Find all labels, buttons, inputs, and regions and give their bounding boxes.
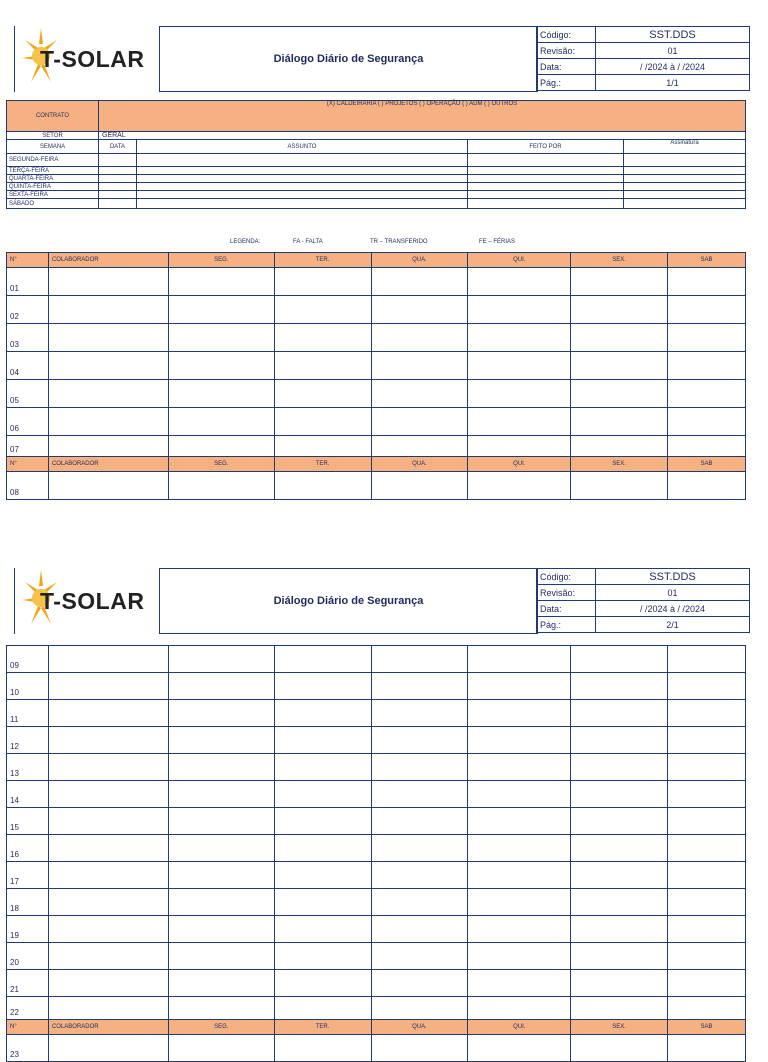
entry-cell[interactable] xyxy=(274,380,371,408)
entry-cell[interactable] xyxy=(168,268,274,296)
info-table xyxy=(6,100,746,209)
entry-cell[interactable] xyxy=(168,835,274,862)
row-number: 14 xyxy=(7,781,49,808)
col-ter: TER. xyxy=(274,253,371,268)
entry-cell[interactable] xyxy=(668,700,746,727)
entry-cell[interactable] xyxy=(668,324,746,352)
entry-cell[interactable] xyxy=(371,970,468,997)
codigo-label: Código: xyxy=(537,27,596,43)
entry-cell[interactable] xyxy=(571,997,668,1020)
col-sab: SAB xyxy=(668,457,746,472)
entry-cell[interactable] xyxy=(168,808,274,835)
table-row xyxy=(7,970,746,997)
table-row xyxy=(7,296,746,324)
entry-cell[interactable] xyxy=(274,997,371,1020)
row-number: 23 xyxy=(7,1035,49,1062)
contract-label: CONTRATO xyxy=(7,101,99,132)
table-row xyxy=(7,862,746,889)
legend-tr: TR – TRANSFERIDO xyxy=(370,239,428,245)
entry-cell[interactable] xyxy=(371,352,468,380)
entry-cell[interactable] xyxy=(371,943,468,970)
col-sab: SAB xyxy=(668,253,746,268)
col-seg: SEG. xyxy=(168,253,274,268)
row-number: 19 xyxy=(7,916,49,943)
entry-cell[interactable] xyxy=(571,808,668,835)
row-number: 15 xyxy=(7,808,49,835)
entry-cell[interactable] xyxy=(168,646,274,673)
entry-cell[interactable] xyxy=(371,808,468,835)
company-logo xyxy=(14,26,160,92)
entry-cell[interactable] xyxy=(468,970,571,997)
entry-cell[interactable] xyxy=(168,781,274,808)
entry-cell[interactable] xyxy=(668,727,746,754)
entry-cell[interactable] xyxy=(274,324,371,352)
entry-cell[interactable] xyxy=(274,835,371,862)
entry-cell[interactable] xyxy=(571,673,668,700)
entry-cell[interactable] xyxy=(371,296,468,324)
entry-cell[interactable] xyxy=(571,700,668,727)
entry-cell[interactable] xyxy=(571,862,668,889)
document-title: Diálogo Diário de Segurança xyxy=(159,568,538,634)
entry-cell[interactable] xyxy=(48,916,168,943)
entry-cell[interactable] xyxy=(168,862,274,889)
pag-label: Pág.: xyxy=(537,617,596,633)
entry-cell[interactable] xyxy=(668,436,746,457)
entry-cell[interactable] xyxy=(468,646,571,673)
row-number: 01 xyxy=(7,268,49,296)
table-row xyxy=(7,700,746,727)
entry-cell[interactable] xyxy=(571,268,668,296)
entry-cell[interactable] xyxy=(168,673,274,700)
row-number: 13 xyxy=(7,754,49,781)
entry-cell[interactable] xyxy=(468,352,571,380)
entry-cell[interactable] xyxy=(168,380,274,408)
entry-cell[interactable] xyxy=(168,1035,274,1062)
legend-label: LEGENDA: xyxy=(230,239,261,245)
entry-cell[interactable] xyxy=(668,997,746,1020)
row-number: 06 xyxy=(7,408,49,436)
entry-cell[interactable] xyxy=(571,889,668,916)
col-sab: SAB xyxy=(668,1020,746,1035)
entry-cell[interactable] xyxy=(48,268,168,296)
entry-cell[interactable] xyxy=(468,268,571,296)
entry-cell[interactable] xyxy=(168,916,274,943)
entry-cell[interactable] xyxy=(274,700,371,727)
entry-cell[interactable] xyxy=(468,700,571,727)
entry-cell[interactable] xyxy=(274,296,371,324)
entry-cell[interactable] xyxy=(468,324,571,352)
entry-cell[interactable] xyxy=(571,324,668,352)
codigo-value: SST.DDS xyxy=(596,569,750,585)
entry-cell[interactable] xyxy=(48,352,168,380)
row-number: 20 xyxy=(7,943,49,970)
entry-cell[interactable] xyxy=(48,646,168,673)
entry-cell[interactable] xyxy=(168,997,274,1020)
table-row xyxy=(7,754,746,781)
document-header xyxy=(14,26,748,92)
entry-cell[interactable] xyxy=(371,889,468,916)
entry-cell[interactable] xyxy=(468,916,571,943)
entry-cell[interactable] xyxy=(168,408,274,436)
row-number: 07 xyxy=(7,436,49,457)
data-label: Data: xyxy=(537,59,596,75)
row-number: 22 xyxy=(7,997,49,1020)
day-label: SÁBADO xyxy=(7,199,99,209)
entry-cell[interactable] xyxy=(48,700,168,727)
row-number: 08 xyxy=(7,472,49,500)
entry-cell[interactable] xyxy=(668,862,746,889)
entry-cell[interactable] xyxy=(571,472,668,500)
entry-cell[interactable] xyxy=(371,408,468,436)
table-row xyxy=(7,781,746,808)
entry-cell[interactable] xyxy=(48,1035,168,1062)
entry-cell[interactable] xyxy=(274,889,371,916)
entry-cell[interactable] xyxy=(168,943,274,970)
entry-cell[interactable] xyxy=(48,997,168,1020)
entry-cell[interactable] xyxy=(48,808,168,835)
semana-header: SEMANA xyxy=(7,140,99,154)
revisao-label: Revisão: xyxy=(537,43,596,59)
entry-cell[interactable] xyxy=(274,916,371,943)
entry-cell[interactable] xyxy=(668,646,746,673)
table-row xyxy=(7,997,746,1020)
pag-label: Pág.: xyxy=(537,75,596,91)
revisao-value: 01 xyxy=(596,43,750,59)
logo-text: T-SOLAR xyxy=(40,588,145,614)
col-seg: SEG. xyxy=(168,1020,274,1035)
entry-cell[interactable] xyxy=(668,673,746,700)
entry-cell[interactable] xyxy=(274,436,371,457)
col-sex: SEX. xyxy=(571,253,668,268)
row-number: 18 xyxy=(7,889,49,916)
table-row xyxy=(7,646,746,673)
entry-cell[interactable] xyxy=(571,835,668,862)
document-title: Diálogo Diário de Segurança xyxy=(159,26,538,92)
row-number: 12 xyxy=(7,727,49,754)
col-sex: SEX. xyxy=(571,457,668,472)
row-number: 10 xyxy=(7,673,49,700)
entry-cell[interactable] xyxy=(468,862,571,889)
document-header xyxy=(14,568,748,634)
entry-cell[interactable] xyxy=(468,943,571,970)
col-ter: TER. xyxy=(274,457,371,472)
entry-cell[interactable] xyxy=(571,970,668,997)
entry-cell[interactable] xyxy=(468,380,571,408)
entry-cell[interactable] xyxy=(274,727,371,754)
row-number: 02 xyxy=(7,296,49,324)
entry-cell[interactable] xyxy=(668,296,746,324)
entry-cell[interactable] xyxy=(371,781,468,808)
table-row xyxy=(7,835,746,862)
entry-cell[interactable] xyxy=(668,835,746,862)
table-row xyxy=(7,380,746,408)
entry-cell[interactable] xyxy=(274,352,371,380)
codigo-label: Código: xyxy=(537,569,596,585)
entry-cell[interactable] xyxy=(48,727,168,754)
entry-cell[interactable] xyxy=(668,781,746,808)
entry-cell[interactable] xyxy=(168,727,274,754)
entry-cell[interactable] xyxy=(274,754,371,781)
col-qua: QUA. xyxy=(371,1020,468,1035)
setor-label: SETOR xyxy=(7,132,99,140)
entry-cell[interactable] xyxy=(48,970,168,997)
entry-cell[interactable] xyxy=(468,673,571,700)
entry-cell[interactable] xyxy=(168,472,274,500)
entry-cell[interactable] xyxy=(274,472,371,500)
col-colaborador: COLABORADOR xyxy=(48,253,168,268)
entry-cell[interactable] xyxy=(48,943,168,970)
entry-cell[interactable] xyxy=(48,862,168,889)
entry-cell[interactable] xyxy=(48,781,168,808)
col-qui: QUI. xyxy=(468,1020,571,1035)
entry-cell[interactable] xyxy=(168,700,274,727)
entry-cell[interactable] xyxy=(371,646,468,673)
row-number: 03 xyxy=(7,324,49,352)
table-header-row xyxy=(7,457,746,472)
day-label: SEGUNDA-FEIRA xyxy=(7,154,99,167)
entry-cell[interactable] xyxy=(468,727,571,754)
entry-cell[interactable] xyxy=(168,754,274,781)
col-ter: TER. xyxy=(274,1020,371,1035)
entry-cell[interactable] xyxy=(468,436,571,457)
legend-fe: FE – FÉRIAS xyxy=(479,239,516,245)
entry-cell[interactable] xyxy=(571,436,668,457)
entry-cell[interactable] xyxy=(571,352,668,380)
entry-cell[interactable] xyxy=(371,916,468,943)
entry-cell[interactable] xyxy=(571,296,668,324)
entry-cell[interactable] xyxy=(571,1035,668,1062)
entry-cell[interactable] xyxy=(668,352,746,380)
table-row xyxy=(7,889,746,916)
table-row xyxy=(7,268,746,296)
entry-cell[interactable] xyxy=(468,1035,571,1062)
row-number: 11 xyxy=(7,700,49,727)
entry-cell[interactable] xyxy=(371,1035,468,1062)
row-number: 04 xyxy=(7,352,49,380)
table-row xyxy=(7,472,746,500)
entry-cell[interactable] xyxy=(48,324,168,352)
table-row xyxy=(7,808,746,835)
row-number: 21 xyxy=(7,970,49,997)
logo-text: T-SOLAR xyxy=(40,46,145,72)
day-label: SEXTA-FEIRA xyxy=(7,191,99,199)
entry-cell[interactable] xyxy=(274,268,371,296)
entry-cell[interactable] xyxy=(274,781,371,808)
entry-cell[interactable] xyxy=(468,296,571,324)
entry-cell[interactable] xyxy=(48,835,168,862)
table-header-row xyxy=(7,253,746,268)
legend xyxy=(6,239,746,249)
col-num: N° xyxy=(7,457,49,472)
entry-cell[interactable] xyxy=(48,408,168,436)
entry-cell[interactable] xyxy=(371,997,468,1020)
entry-cell[interactable] xyxy=(468,408,571,436)
entry-cell[interactable] xyxy=(168,352,274,380)
legend-fa: FA - FALTA xyxy=(293,239,323,245)
entry-cell[interactable] xyxy=(668,970,746,997)
entry-cell[interactable] xyxy=(468,889,571,916)
entry-cell[interactable] xyxy=(668,916,746,943)
col-colaborador: COLABORADOR xyxy=(48,457,168,472)
entry-cell[interactable] xyxy=(274,673,371,700)
data-value: / /2024 à / /2024 xyxy=(596,601,750,617)
row-number: 16 xyxy=(7,835,49,862)
entry-cell[interactable] xyxy=(168,970,274,997)
col-sex: SEX. xyxy=(571,1020,668,1035)
entry-cell[interactable] xyxy=(274,808,371,835)
entry-cell[interactable] xyxy=(168,324,274,352)
pag-value: 2/1 xyxy=(596,617,750,633)
col-qua: QUA. xyxy=(371,253,468,268)
contract-options: (X) CALDEIRARIA ( ) PROJETOS ( ) OPERAÇÃO ( ) ADM ( ) OUTROS xyxy=(99,101,746,132)
table-row xyxy=(7,916,746,943)
table-row xyxy=(7,436,746,457)
entry-cell[interactable] xyxy=(668,754,746,781)
entry-cell[interactable] xyxy=(48,673,168,700)
attendance-table xyxy=(6,645,746,1062)
entry-cell[interactable] xyxy=(571,754,668,781)
entry-cell[interactable] xyxy=(468,472,571,500)
attendance-table xyxy=(6,252,746,500)
entry-cell[interactable] xyxy=(571,646,668,673)
entry-cell[interactable] xyxy=(274,408,371,436)
company-logo xyxy=(14,568,160,634)
data-value: / /2024 à / /2024 xyxy=(596,59,750,75)
entry-cell[interactable] xyxy=(468,754,571,781)
table-row xyxy=(7,408,746,436)
entry-cell[interactable] xyxy=(371,380,468,408)
entry-cell[interactable] xyxy=(371,727,468,754)
day-label: QUINTA-FEIRA xyxy=(7,183,99,191)
entry-cell[interactable] xyxy=(571,727,668,754)
day-label: QUARTA-FEIRA xyxy=(7,175,99,183)
col-num: N° xyxy=(7,1020,49,1035)
entry-cell[interactable] xyxy=(371,268,468,296)
row-number: 17 xyxy=(7,862,49,889)
entry-cell[interactable] xyxy=(468,781,571,808)
entry-cell[interactable] xyxy=(48,754,168,781)
table-row xyxy=(7,727,746,754)
col-qua: QUA. xyxy=(371,457,468,472)
entry-cell[interactable] xyxy=(274,970,371,997)
table-row xyxy=(7,352,746,380)
data-header: DATA xyxy=(99,140,137,154)
entry-cell[interactable] xyxy=(48,436,168,457)
entry-cell[interactable] xyxy=(571,916,668,943)
entry-cell[interactable] xyxy=(274,862,371,889)
col-qui: QUI. xyxy=(468,253,571,268)
table-row xyxy=(7,1035,746,1062)
row-number: 09 xyxy=(7,646,49,673)
data-label: Data: xyxy=(537,601,596,617)
feito-por-header: FEITO POR xyxy=(468,140,624,154)
revisao-value: 01 xyxy=(596,585,750,601)
entry-cell[interactable] xyxy=(371,472,468,500)
col-qui: QUI. xyxy=(468,457,571,472)
row-number: 05 xyxy=(7,380,49,408)
entry-cell[interactable] xyxy=(668,380,746,408)
entry-cell[interactable] xyxy=(168,436,274,457)
entry-cell[interactable] xyxy=(371,835,468,862)
col-colaborador: COLABORADOR xyxy=(48,1020,168,1035)
entry-cell[interactable] xyxy=(371,673,468,700)
entry-cell[interactable] xyxy=(168,889,274,916)
entry-cell[interactable] xyxy=(668,472,746,500)
entry-cell[interactable] xyxy=(371,754,468,781)
entry-cell[interactable] xyxy=(668,943,746,970)
entry-cell[interactable] xyxy=(371,324,468,352)
table-row xyxy=(7,324,746,352)
table-row xyxy=(7,673,746,700)
document-meta xyxy=(536,568,750,633)
entry-cell[interactable] xyxy=(371,862,468,889)
entry-cell[interactable] xyxy=(168,296,274,324)
entry-cell[interactable] xyxy=(668,1035,746,1062)
table-header-row xyxy=(7,1020,746,1035)
entry-cell[interactable] xyxy=(668,808,746,835)
assunto-header: ASSUNTO xyxy=(137,140,468,154)
setor-value: GERAL xyxy=(99,132,746,140)
entry-cell[interactable] xyxy=(668,889,746,916)
col-num: N° xyxy=(7,253,49,268)
entry-cell[interactable] xyxy=(274,943,371,970)
entry-cell[interactable] xyxy=(274,1035,371,1062)
entry-cell[interactable] xyxy=(571,380,668,408)
revisao-label: Revisão: xyxy=(537,585,596,601)
entry-cell[interactable] xyxy=(668,268,746,296)
day-label: TERÇA-FEIRA xyxy=(7,167,99,175)
entry-cell[interactable] xyxy=(274,646,371,673)
entry-cell[interactable] xyxy=(48,296,168,324)
codigo-value: SST.DDS xyxy=(596,27,750,43)
entry-cell[interactable] xyxy=(571,781,668,808)
entry-cell[interactable] xyxy=(668,408,746,436)
entry-cell[interactable] xyxy=(48,472,168,500)
document-meta xyxy=(536,26,750,91)
entry-cell[interactable] xyxy=(48,889,168,916)
entry-cell[interactable] xyxy=(468,835,571,862)
entry-cell[interactable] xyxy=(468,997,571,1020)
table-row xyxy=(7,943,746,970)
entry-cell[interactable] xyxy=(371,700,468,727)
entry-cell[interactable] xyxy=(48,380,168,408)
entry-cell[interactable] xyxy=(571,943,668,970)
entry-cell[interactable] xyxy=(571,408,668,436)
entry-cell[interactable] xyxy=(468,808,571,835)
col-seg: SEG. xyxy=(168,457,274,472)
entry-cell[interactable] xyxy=(371,436,468,457)
pag-value: 1/1 xyxy=(596,75,750,91)
assinatura-header: Assinatura xyxy=(624,140,746,154)
